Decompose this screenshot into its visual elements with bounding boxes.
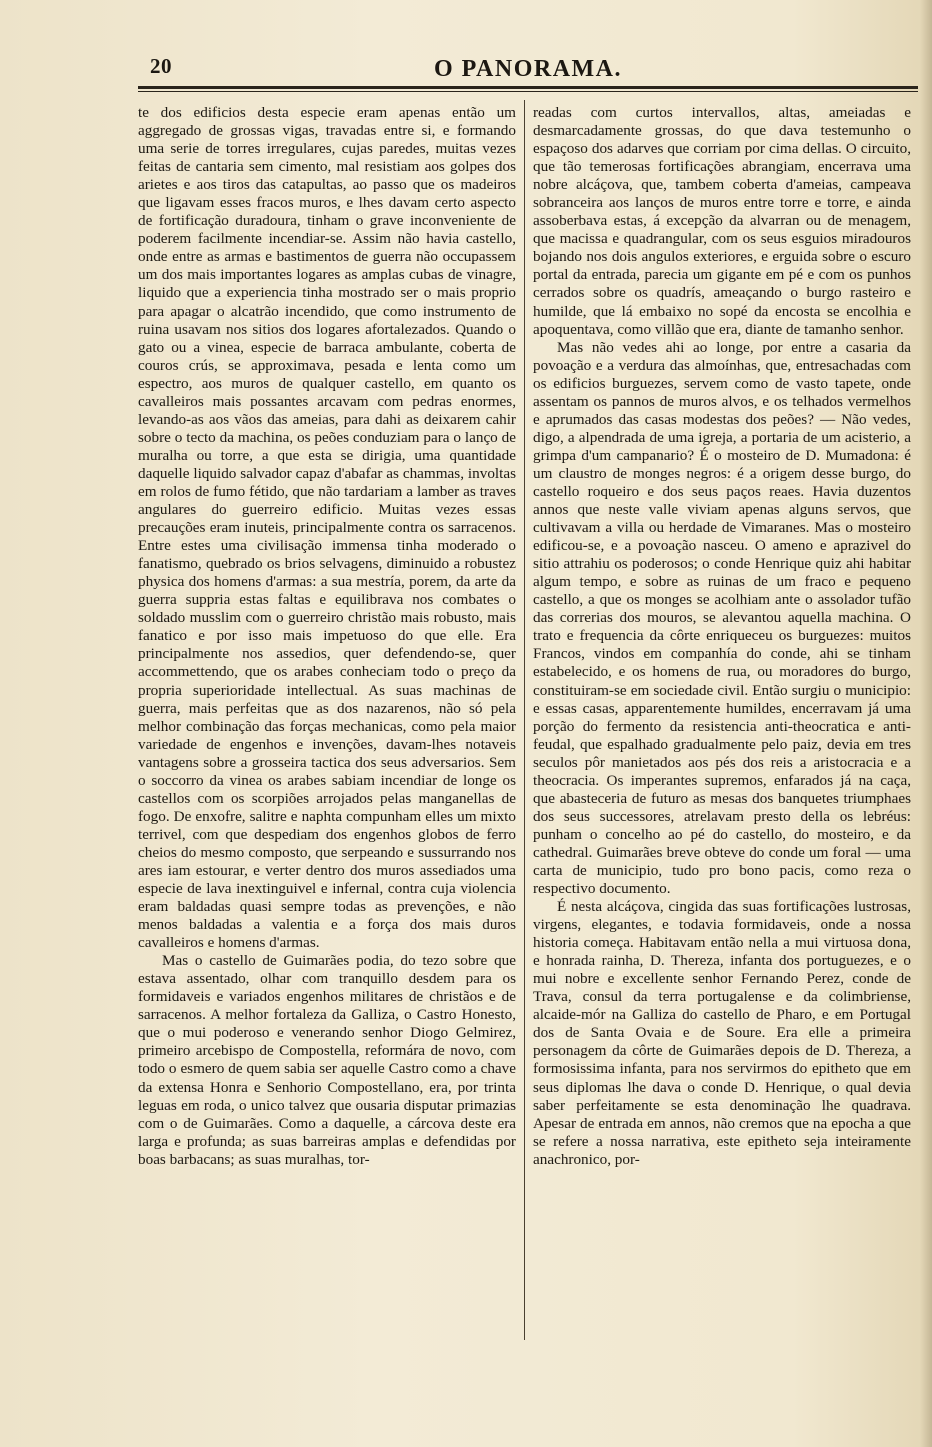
header-rule-thin: [138, 91, 918, 92]
journal-title: O PANORAMA.: [433, 56, 623, 82]
page-number: 20: [150, 54, 172, 78]
header-rule-thick: [138, 86, 918, 89]
page-header: [138, 50, 918, 84]
column-separator: [524, 100, 525, 1340]
paragraph: Mas não vedes ahi ao longe, por entre a casaria da povoação e a verdura das almoínhas, que, entresachadas com os edificios burguezes, servem como de vasto tapete, onde assentam os pannos de muros alvos, e os telhados vermelhos e aprumados das casas modestas dos peões? — Não vedes, digo, a alpendrada de uma igreja, a portaria de um acisterio, a grimpa d'um campanario? É o mosteiro de D. Mumadona: é um claustro de monges negros: é a origem desse burgo, do castello roqueiro e dos seus paços reaes. Havia duzentos annos que neste valle viviam apenas alguns servos, que cultivavam a villa ou herdade de Vimaranes. Mas o mosteiro edificou-se, e a povoação nasceu. O ameno e aprazivel do sitio attrahiu os poderosos; o conde Henrique quiz ahi habitar algum tempo, e sobre as ruinas de um fraco e pequeno castello, a que os monges se acolhiam ante o assolador tufão das correrias dos mouros, se alevantou aquella machina. O trato e frequencia da côrte enriqueceu os burguezes: muitos Francos, vindos em companhía do conde, ahi se tinham estabelecido, e os homens de rua, ou moradores do burgo, constituiram-se em sociedade civil. Então surgiu o municipio: e essas casas, apparentemente humildes, encerravam já uma porção do fermento da resistencia anti-theocratica e anti-feudal, que espalhado gradualmente pelo paiz, devia em tres seculos pôr manietados aos pés dos reis a aristocracia e a theocracia. Os imperantes supremos, enfarados já na caça, que abasteceria de futuro as mesas dos banquetes triumphaes dos seus successores, atrelavam presto della os lebréus: punham o concelho ao pé do castello, do mosteiro, e da cathedral. Guimarães breve obteve do conde um foral — uma carta de municipio, tudo pro bono pacis, como reza o respectivo documento.: [533, 338, 911, 898]
left-column: [138, 104, 516, 1169]
page-edge-shadow: [920, 0, 932, 1447]
right-column: [533, 104, 911, 1169]
paragraph: É nesta alcáçova, cingida das suas fortificações lustrosas, virgens, elegantes, e todavia formidaveis, onde a nossa historia começa. Habitavam então nella a mui virtuosa dona, e honrada rainha, D. Thereza, infanta dos portuguezes, e o mui nobre e excellente senhor Fernando Perez, conde de Trava, consul da terra portugalense e da colimbriense, alcaide-mór na Galliza do castello de Pharo, e em Portugal dos de Santa Ovaia e de Soure. Era elle a primeira personagem da côrte de Guimarães depois de D. Thereza, a formosissima infanta, para nos servirmos do epitheto que em seus diplomas lhe dava o conde D. Henrique, o qual devia saber perfeitamente se esta denominação lhe quadrava. Apesar de entrada em annos, não cremos que na epocha a que se refere a nossa narrativa, este epitheto seja inteiramente anachronico, por-: [533, 898, 911, 1168]
paragraph: te dos edificios desta especie eram apenas então um aggregado de grossas vigas, travadas entre si, e formando uma serie de torres irregulares, cujas paredes, muitas vezes feitas de cantaria sem cimento, mal resistiam aos golpes dos arietes e aos tiros das catapultas, ao passo que os madeiros que ligavam esses fracos muros, e lhes davam certo aspecto de fortificação duradoura, tinham o grave inconveniente de poderem facilmente incendiar-se. Assim não havia castello, onde entre as armas e bastimentos de guerra não occupassem um dos mais importantes logares as amplas cubas de vinagre, liquido que a experiencia tinha mostrado ser o mais proprio para apagar o alcatrão incendido, que como instrumento de ruina usavam nos sitios dos logares afortalezados. Quando o gato ou a vinea, especie de barraca ambulante, coberta de couros crús, se approximava, pesada e lenta como um espectro, aos muros de qualquer castello, em quanto os cavalleiros mais possantes arcavam com pedras enormes, levando-as aos vãos das ameias, para dahi as deixarem cahir sobre o tecto da machina, os peões conduziam para o lanço de muralha ou torre, a que esta se dirigia, uma quantidade daquelle liquido salvador capaz d'abafar as chammas, involtas em rolos de fumo fétido, que não tardariam a lamber as traves angulares do guerreiro edificio. Muitas vezes essas precauções eram inuteis, principalmente contra os sarracenos. Entre estes uma civilisação immensa tinha moderado o fanatismo, quebrado os brios selvagens, diminuido a robustez physica dos homens d'armas: a sua mestría, porem, da arte da guerra suppria estas faltas e equilibrava nos combates o soldado musslim com o guerreiro christão mais robusto, mais fanatico e por isso mais impetuoso do que elle. Era principalmente nos assedios, quer defendendo-se, quer accommettendo, que os arabes conheciam todo o preço da propria superioridade intellectual. As suas machinas de guerra, mais perfeitas que as dos nazarenos, não só pela melhor combinação das forças mechanicas, como pela maior variedade de engenhos e invenções, davam-lhes notaveis vantagens sobre a grosseira tactica dos seus adversarios. Sem o soccorro da vinea os arabes sabiam incendiar de longe os castellos com os scorpiões arrojados pelas manganellas de fogo. De enxofre, salitre e naphta compunham elles um mixto terrivel, com que despediam dos engenhos globos de ferro cheios do mesmo composto, que serpeando e sussurrando nos ares iam estourar, e verter dentro dos muros assediados uma especie de lava inextinguivel e infernal, contra cuja violencia eram baldadas quasi sempre todas as prevenções, e não menos baldadas a valentia e a força dos mais duros cavalleiros e homens d'armas.: [138, 104, 516, 952]
paragraph: Mas o castello de Guimarães podia, do tezo sobre que estava assentado, olhar com tranquillo desdem para os formidaveis e variados engenhos militares de christãos e de sarracenos. A melhor fortaleza da Galliza, o Castro Honesto, que o mui poderoso e venerando senhor Diogo Gelmirez, primeiro arcebispo de Compostella, reformára de novo, com todo o esmero de quem sabia ser aquelle Castro como a chave da extensa Honra e Senhorio Compostellano, era, por trinta leguas em roda, o unico talvez que ousaria disputar primazias com o de Guimarães. Como a daquelle, a cárcova deste era larga e profunda; as suas barreiras amplas e defendidas por boas barbacans; as suas muralhas, tor-: [138, 952, 516, 1168]
paragraph: readas com curtos intervallos, altas, ameiadas e desmarcadamente grossas, do que dava testemunho o espaçoso dos adarves que corriam por cima dellas. O circuito, que tão temerosas fortificações abrangiam, encerrava uma nobre alcáçova, que, tambem coberta d'ameias, campeava sobranceira aos lanços de muros entre torre e torre, e ainda assoberbava estas, á excepção da alvarran ou de menagem, que macissa e quadrangular, com os seus esguios miradouros bojando nos dois angulos exteriores, e erguida sobre o escuro portal da entrada, parecia um gigante em pé e com os punhos cerrados sobre os quadrís, ameaçando o burgo rasteiro e humilde, que lá embaixo no sopé da encosta se encolhia e apoquentava, como villão que era, diante de tamanho senhor.: [533, 104, 911, 338]
